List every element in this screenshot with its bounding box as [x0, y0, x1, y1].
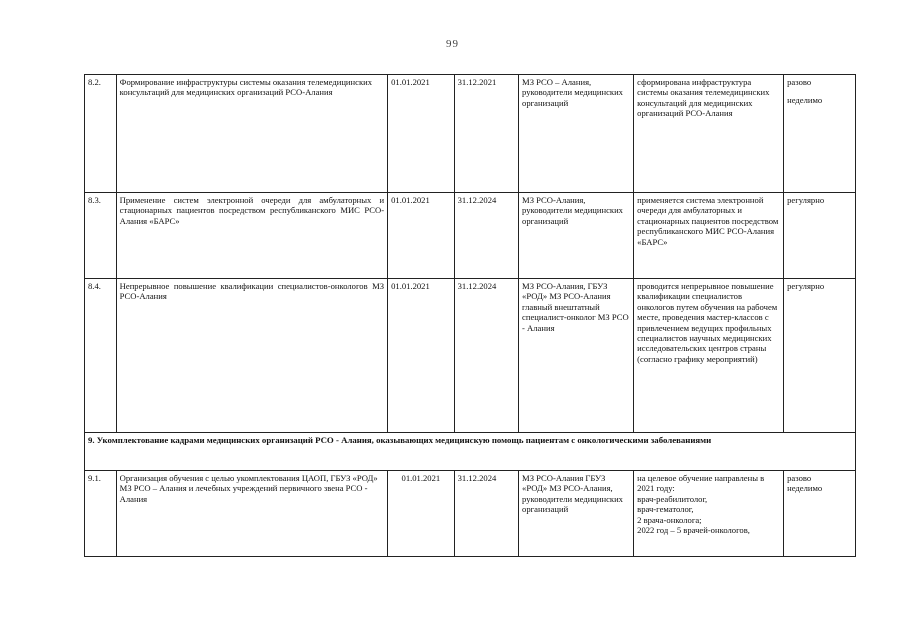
frequency — [784, 471, 856, 557]
start-date: 01.01.2021 — [388, 75, 455, 193]
frequency-line: неделимо — [787, 483, 823, 494]
start-date: 01.01.2021 — [388, 471, 455, 557]
end-date: 31.12.2024 — [454, 193, 518, 279]
frequency: регулярно — [784, 279, 856, 433]
table-row — [85, 279, 856, 433]
result: сформирована инфраструктура системы оказания телемедицинских консультаций для медицинских организаций РСО-Алания — [634, 75, 784, 193]
activity-name: Применение систем электронной очереди для амбулаторных и стационарных пациентов посредством республиканского МИС РСО-Алания «БАРС» — [116, 193, 387, 279]
frequency-line: разово — [787, 77, 812, 87]
result: проводится непрерывное повышение квалификации специалистов онкологов путем обучения на рабочем месте, проведения мастер-классов с привлечением ведущих профильных специалистов научных медицинских исследовательских центров страны (согласно графику мероприятий) — [634, 279, 784, 433]
result-line: 2022 год – 5 врачей-онкологов, — [637, 525, 750, 536]
frequency — [784, 75, 856, 193]
responsible: МЗ РСО-Алания, ГБУЗ «РОД» МЗ РСО-Алания главный внештатный специалист-онколог МЗ РСО - Алания — [519, 279, 634, 433]
table-row — [85, 75, 856, 193]
responsible: МЗ РСО-Алания, руководители медицинских организаций — [519, 193, 634, 279]
result: применяется система электронной очереди для амбулаторных и стационарных пациентов посредством республиканского МИС РСО-Алания «БАРС» — [634, 193, 784, 279]
row-number: 9.1. — [85, 471, 117, 557]
result-line: на целевое обучение направлены в 2021 году: — [637, 473, 765, 494]
activity-name: Формирование инфраструктуры системы оказания телемедицинских консультаций для медицинских организаций РСО-Алания — [116, 75, 387, 193]
start-date: 01.01.2021 — [388, 193, 455, 279]
page-number: 99 — [446, 38, 459, 50]
frequency-line: разово — [787, 473, 812, 483]
table-row — [85, 471, 856, 557]
frequency-line: неделимо — [787, 95, 823, 106]
result — [634, 471, 784, 557]
row-number: 8.4. — [85, 279, 117, 433]
end-date: 31.12.2024 — [454, 471, 518, 557]
table-row — [85, 193, 856, 279]
start-date: 01.01.2021 — [388, 279, 455, 433]
row-number: 8.3. — [85, 193, 117, 279]
result-line: врач-реабилитолог, — [637, 493, 708, 504]
activities-table — [84, 74, 856, 557]
end-date: 31.12.2024 — [454, 279, 518, 433]
activity-name: Непрерывное повышение квалификации специалистов-онкологов МЗ РСО-Алания — [116, 279, 387, 433]
activity-name: Организация обучения с целью укомплектования ЦАОП, ГБУЗ «РОД» МЗ РСО – Алания и лечебных учреждений первичного звена РСО - Алания — [116, 471, 387, 557]
responsible: МЗ РСО – Алания, руководители медицинских организаций — [519, 75, 634, 193]
section-title: 9. Укомплектование кадрами медицинских организаций РСО - Алания, оказывающих медицинскую помощь пациентам с онкологическими заболеваниями — [85, 433, 856, 471]
frequency: регулярно — [784, 193, 856, 279]
end-date: 31.12.2021 — [454, 75, 518, 193]
row-number: 8.2. — [85, 75, 117, 193]
responsible: МЗ РСО-Алания ГБУЗ «РОД» МЗ РСО-Алания, руководители медицинских организаций — [519, 471, 634, 557]
result-line: 2 врача-онколога; — [637, 514, 702, 525]
section-header — [85, 433, 856, 471]
result-line: врач-гематолог, — [637, 504, 694, 515]
